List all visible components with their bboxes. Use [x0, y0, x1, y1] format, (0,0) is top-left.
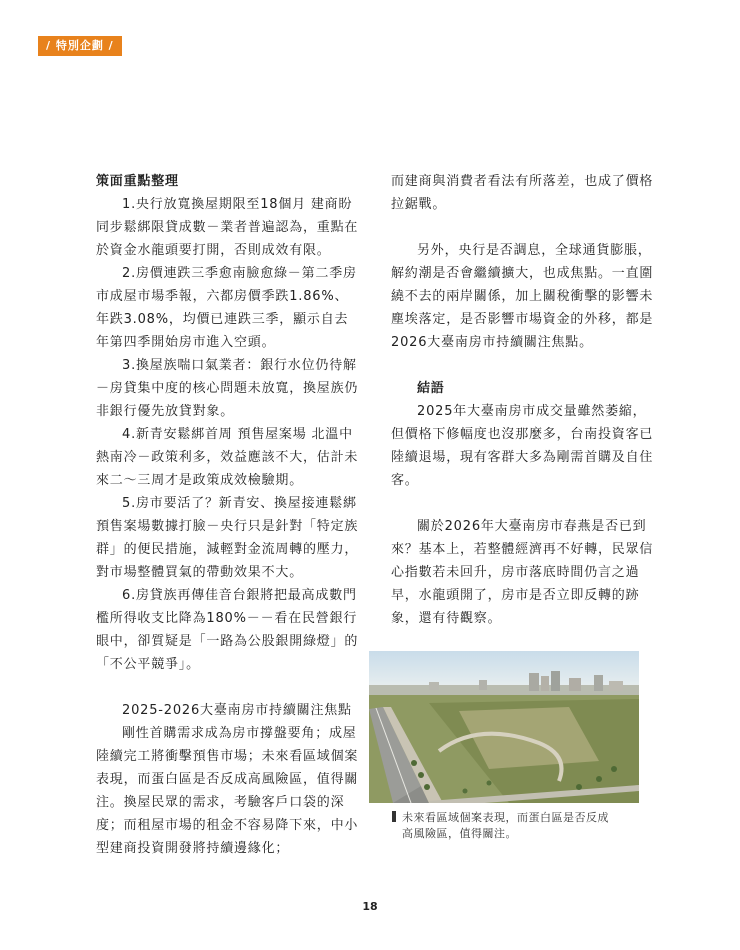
left-paragraph-6: 6.房貸族再傳佳音台銀將把最高成數門檻所得收支比降為180%－－看在民營銀行眼中，卻質疑是「一路為公股銀開綠燈」的「不公平競爭」。: [96, 588, 359, 672]
left-subheading: 2025-2026大臺南房市持續關注焦點: [122, 703, 352, 718]
right-heading: 結語: [417, 381, 445, 396]
caption-bar-icon: [392, 811, 396, 822]
right-paragraph-4: 關於2026年大臺南房市春燕是否已到來？基本上，若整體經濟再不好轉，民眾信心指數若未回升，房市落底時間仍言之過早，水龍頭開了，房市是否立即反轉的跡象，還有待觀察。: [391, 519, 654, 626]
photo-caption: [392, 810, 642, 842]
right-paragraph-1: 而建商與消費者看法有所落差，也成了價格拉鋸戰。: [391, 174, 654, 212]
section-tag: / 特別企劃 /: [38, 36, 122, 56]
left-paragraph-3: 3.換屋族喘口氣業者：銀行水位仍待解－房貸集中度的核心問題未放寬，換屋族仍非銀行優先放貸對象。: [96, 358, 359, 419]
left-paragraph-7: 剛性首購需求成為房市撐盤要角；成屋陸續完工將衝擊預售市場；未來看區域個案表現，而蛋白區是否反成高風險區，值得關注。換屋民眾的需求，考驗客戶口袋的深度；而租屋市場的租金不容易降下來，中小型建商投資開發將持續邊緣化；: [96, 726, 359, 856]
right-column: [391, 170, 656, 630]
right-paragraph-3: 2025年大臺南房市成交量雖然萎縮，但價格下修幅度也沒那麼多，台南投資客已陸續退場，現有客群大多為剛需首購及自住客。: [391, 404, 654, 488]
left-column: [96, 170, 361, 860]
left-paragraph-1: 1.央行放寬換屋期限至18個月 建商盼同步鬆綁限貸成數－業者普遍認為，重點在於資金水龍頭要打開，否則成效有限。: [96, 197, 359, 258]
page-number: 18: [362, 900, 378, 913]
right-paragraph-2: 另外，央行是否調息，全球通貨膨脹，解約潮是否會繼續擴大，也成焦點。一直圍繞不去的兩岸關係，加上關稅衝擊的影響未塵埃落定，是否影響市場資金的外移，都是2026大臺南房市持續關注焦點。: [391, 243, 654, 350]
left-paragraph-5: 5.房市要活了？新青安、換屋接連鬆綁預售案場數據打臉－央行只是針對「特定族群」的便民措施，減輕對金流周轉的壓力，對市場整體買氣的帶動效果不大。: [96, 496, 359, 580]
left-heading: 策面重點整理: [96, 174, 179, 189]
left-paragraph-4: 4.新青安鬆綁首周 預售屋案場 北溫中熱南冷－政策利多，效益應該不大，估計未來二～三周才是政策成效檢驗期。: [96, 427, 359, 488]
caption-line-2: 高風險區，值得關注。: [402, 827, 517, 840]
left-paragraph-2: 2.房價連跌三季愈南臉愈綠－第二季房市成屋市場季報，六都房價季跌1.86%、年跌3.08%，均價已連跌三季，顯示自去年第四季開始房市進入空頭。: [96, 266, 357, 350]
caption-line-1: 未來看區域個案表現，而蛋白區是否反成: [402, 811, 609, 824]
aerial-photo: [369, 651, 639, 803]
